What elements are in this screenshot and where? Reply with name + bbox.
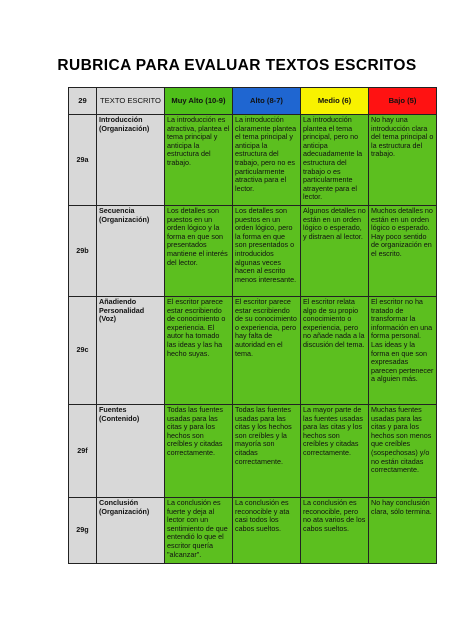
table-row: [69, 498, 437, 564]
cell-medio: Algunos detalles no están en un orden lógico o esperado, y distraen al lector.: [301, 206, 369, 297]
cell-alto: La conclusión es reconocible y ata casi todos los cabos sueltos.: [233, 498, 301, 564]
row-number: 29g: [69, 498, 97, 564]
header-level-medio: Medio (6): [301, 88, 369, 115]
row-number: 29c: [69, 297, 97, 405]
cell-alto: Los detalles son puestos en un orden lógico, pero la forma en que son presentados o introducidos algunas veces hacen al escrito menos interesante.: [233, 206, 301, 297]
cell-bajo: El escritor no ha tratado de transformar la información en una forma personal. Las ideas y la forma en que son expresadas parecen pertenecer a alguien más.: [369, 297, 437, 405]
table-row: [69, 405, 437, 498]
cell-muy-alto: Los detalles son puestos en un orden lógico y la forma en que son presentados mantiene el interés del lector.: [165, 206, 233, 297]
table-row: [69, 206, 437, 297]
row-number: 29a: [69, 115, 97, 206]
row-criterion: Fuentes (Contenido): [97, 405, 165, 498]
cell-alto: La introducción claramente plantea el tema principal y anticipa la estructura del trabajo, pero no es particularmente atractiva para el lector.: [233, 115, 301, 206]
cell-muy-alto: El escritor parece estar escribiendo de conocimiento o experiencia. El autor ha tomado las ideas y las ha hecho suyas.: [165, 297, 233, 405]
table-row: [69, 297, 437, 405]
cell-bajo: Muchas fuentes usadas para las citas y para los hechos son menos que creíbles (sospechosas) y/o no están citadas correctamente.: [369, 405, 437, 498]
row-criterion: Añadiendo Personalidad (Voz): [97, 297, 165, 405]
cell-muy-alto: La introducción es atractiva, plantea el tema principal y anticipa la estructura del trabajo.: [165, 115, 233, 206]
page-title: RUBRICA PARA EVALUAR TEXTOS ESCRITOS: [57, 57, 417, 74]
cell-alto: El escritor parece estar escribiendo de su conocimiento o experiencia, pero hay falta de autoridad en el tema.: [233, 297, 301, 405]
cell-medio: La conclusión es reconocible, pero no ata varios de los cabos sueltos.: [301, 498, 369, 564]
cell-medio: La introducción plantea el tema principal, pero no anticipa adecuadamente la estructura del trabajo o es particularmente atrayente para el lector.: [301, 115, 369, 206]
cell-muy-alto: La conclusión es fuerte y deja al lector con un sentimiento de que entendió lo que el escritor quería "alcanzar".: [165, 498, 233, 564]
cell-bajo: No hay conclusión clara, sólo termina.: [369, 498, 437, 564]
row-number: 29b: [69, 206, 97, 297]
row-criterion: Secuencia (Organización): [97, 206, 165, 297]
row-number: 29f: [69, 405, 97, 498]
cell-bajo: Muchos detalles no están en un orden lógico o esperado. Hay poco sentido de organización en el escrito.: [369, 206, 437, 297]
header-number: 29: [69, 88, 97, 115]
row-criterion: Conclusión (Organización): [97, 498, 165, 564]
header-level-alto: Alto (8-7): [233, 88, 301, 115]
cell-muy-alto: Todas las fuentes usadas para las citas y para los hechos son creíbles y citadas correctamente.: [165, 405, 233, 498]
cell-medio: La mayor parte de las fuentes usadas para las citas y los hechos son creíbles y citadas correctamente.: [301, 405, 369, 498]
table-row: [69, 115, 437, 206]
header-level-muy-alto: Muy Alto (10-9): [165, 88, 233, 115]
cell-medio: El escritor relata algo de su propio conocimiento o experiencia, pero no añade nada a la discusión del tema.: [301, 297, 369, 405]
header-criterion: TEXTO ESCRITO: [97, 88, 165, 115]
cell-bajo: No hay una introducción clara del tema principal o la estructura del trabajo.: [369, 115, 437, 206]
row-criterion: Introducción (Organización): [97, 115, 165, 206]
cell-alto: Todas las fuentes usadas para las citas y los hechos son creíbles y la mayoría son citadas correctamente.: [233, 405, 301, 498]
header-level-bajo: Bajo (5): [369, 88, 437, 115]
header-row: [69, 88, 437, 115]
rubric-table: [68, 87, 437, 564]
